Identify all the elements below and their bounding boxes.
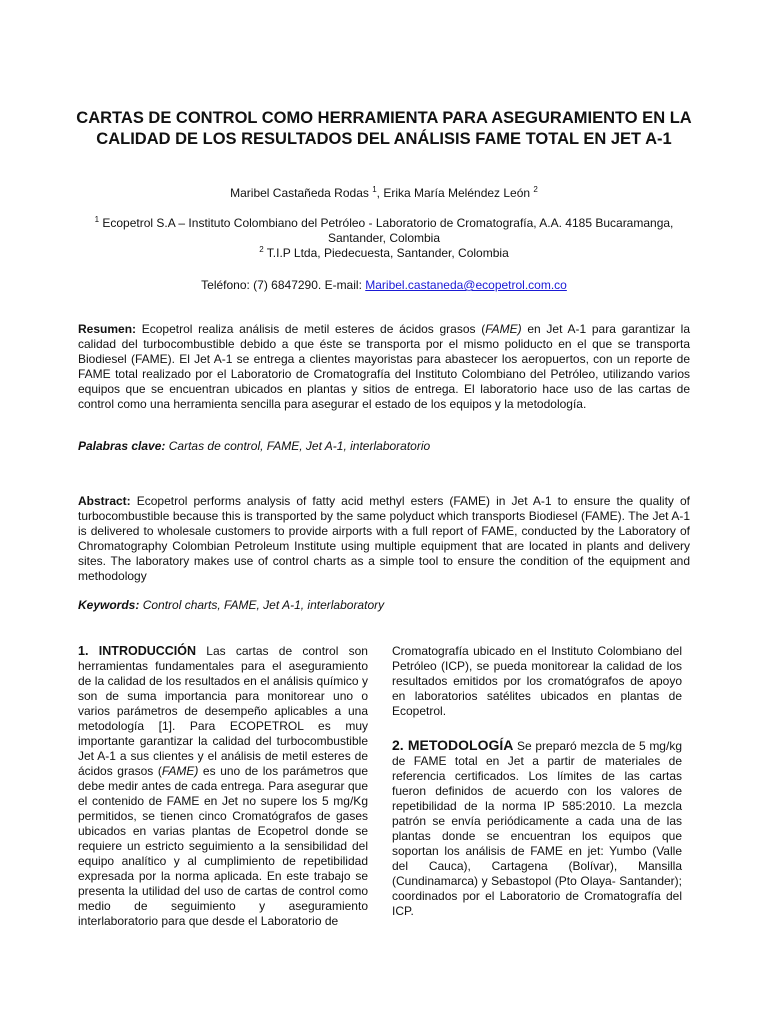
palabras-clave-text: Cartas de control, FAME, Jet A-1, interlaboratorio [165, 439, 431, 453]
resumen-text-1: Ecopetrol realiza análisis de metil esteres de ácidos grasos ( [136, 322, 486, 336]
palabras-clave [78, 439, 690, 453]
abstract-paragraph [78, 494, 690, 584]
author-line [0, 186, 768, 200]
phone-text: Teléfono: (7) 6847290. E-mail: [201, 278, 366, 292]
resumen-text-2: en Jet A-1 para garantizar la calidad del turbocombustible debido a que éste se transporta por el mismo poliducto en el que se transporta Biodiesel (FAME). El Jet A-1 se entrega a clientes mayoristas para abastecer los aeropuertos, con un reporte de FAME total realizado por el Laboratorio de Cromatografía del Instituto Colombiano del Petróleo, utilizando varios equipos que se encuentran ubicados en plantas y sitios de entrega. El laboratorio hace uso de las cartas de control como una herramienta sencilla para asegurar el estado de los equipos y la metodología. [78, 322, 690, 411]
contact-line [0, 278, 768, 292]
author-1-affil-mark: 1 [372, 185, 377, 194]
intro-text-2: es uno de los parámetros que debe medir antes de cada entrega. Para asegurar que el contenido de FAME en Jet no supere los 5 mg/Kg permitidos, se tienen cinco Cromatógrafos de gases ubicados en varias plantas de Ecopetrol donde se requiere un estricto seguimiento a la sensibilidad del equipo analítico y al cumplimiento de repetibilidad expresada por la norma aplicada. En este trabajo se presenta la utilidad del uso de cartas de control como medio de seguimiento y aseguramiento interlaboratorio para que desde el Laboratorio de [78, 764, 368, 928]
affiliations [70, 216, 698, 261]
email-link[interactable]: Maribel.castaneda@ecopetrol.com.co [365, 278, 567, 292]
resumen-fame: FAME) [485, 322, 522, 336]
intro-heading: 1. INTRODUCCIÓN [78, 644, 197, 658]
metodologia-text: Se preparó mezcla de 5 mg/kg de FAME total en Jet a partir de materiales de referencia certificados. Los límites de las cartas fueron definidos de acuerdo con los valores de repetibilidad de la norma IP 585:2010. La mezcla patrón se envía periódicamente a cada una de las plantas donde se encuentran los equipos que soportan los análisis de FAME en jet: Yumbo (Valle del Cauca), Cartagena (Bolívar), Mansilla (Cundinamarca) y Sebastopol (Pto Olaya- Santander); coordinados por el Laboratorio de Cromatografía del ICP. [392, 739, 682, 918]
metodologia-heading: 2. METODOLOGÍA [392, 737, 514, 753]
author-1: Maribel Castañeda Rodas [230, 186, 373, 200]
resumen-label: Resumen: [78, 322, 137, 336]
author-separator: , Erika María Meléndez León [376, 186, 534, 200]
resumen-paragraph [78, 322, 690, 412]
affiliation-1 [70, 216, 698, 246]
affiliation-2 [70, 246, 698, 261]
abstract-label: Abstract: [78, 494, 131, 508]
intro-continuation: Cromatografía ubicado en el Instituto Colombiano del Petróleo (ICP), se pueda monitorear la calidad de los resultados emitidos por los cromatógrafos de apoyo en laboratorios satélites ubicados en plantas de Ecopetrol. [392, 644, 682, 718]
keywords-label: Keywords: [78, 598, 140, 612]
abstract-text: Ecopetrol performs analysis of fatty acid methyl esters (FAME) in Jet A-1 to ensure the quality of turbocombustible because this is transported by the same polyduct which transports Biodiesel (FAME). The Jet A-1 is delivered to wholesale customers to provide airports with a full report of FAME, conducted by the Laboratory of Chromatography Colombian Petroleum Institute using multiple equipment that are located in plants and delivery sites. The laboratory makes use of control charts as a simple tool to ensure the condition of the equipment and methodology [78, 494, 690, 583]
affiliation-1-text: Ecopetrol S.A – Instituto Colombiano del Petróleo - Laboratorio de Cromatografía, A.A. 4185 Bucaramanga, Santander, Colombia [99, 216, 674, 245]
keywords-text: Control charts, FAME, Jet A-1, interlaboratory [139, 598, 385, 612]
intro-text-1: Las cartas de control son herramientas fundamentales para el aseguramiento de la calidad de los resultados en el análisis químico y son de suma importancia para monitorear uno o varios parámetros de desempeño aplicables a una metodología [1]. Para ECOPETROL es muy importante garantizar la calidad del turbocombustible Jet A-1 a sus clientes y el análisis de metil esteres de ácidos grasos ( [78, 644, 368, 778]
affiliation-2-mark: 2 [259, 245, 264, 254]
affiliation-2-text: T.I.P Ltda, Piedecuesta, Santander, Colombia [263, 246, 509, 260]
intro-column [78, 644, 368, 929]
author-2-affil-mark: 2 [533, 185, 538, 194]
palabras-clave-label: Palabras clave: [78, 439, 166, 453]
right-column [392, 644, 682, 919]
keywords [78, 598, 690, 612]
paper-title: CARTAS DE CONTROL COMO HERRAMIENTA PARA ASEGURAMIENTO EN LA CALIDAD DE LOS RESULTADOS DEL ANÁLISIS FAME TOTAL EN JET A-1 [76, 109, 692, 148]
affiliation-1-mark: 1 [94, 215, 100, 224]
intro-fame: FAME) [161, 764, 199, 778]
metodologia-paragraph [392, 738, 682, 919]
